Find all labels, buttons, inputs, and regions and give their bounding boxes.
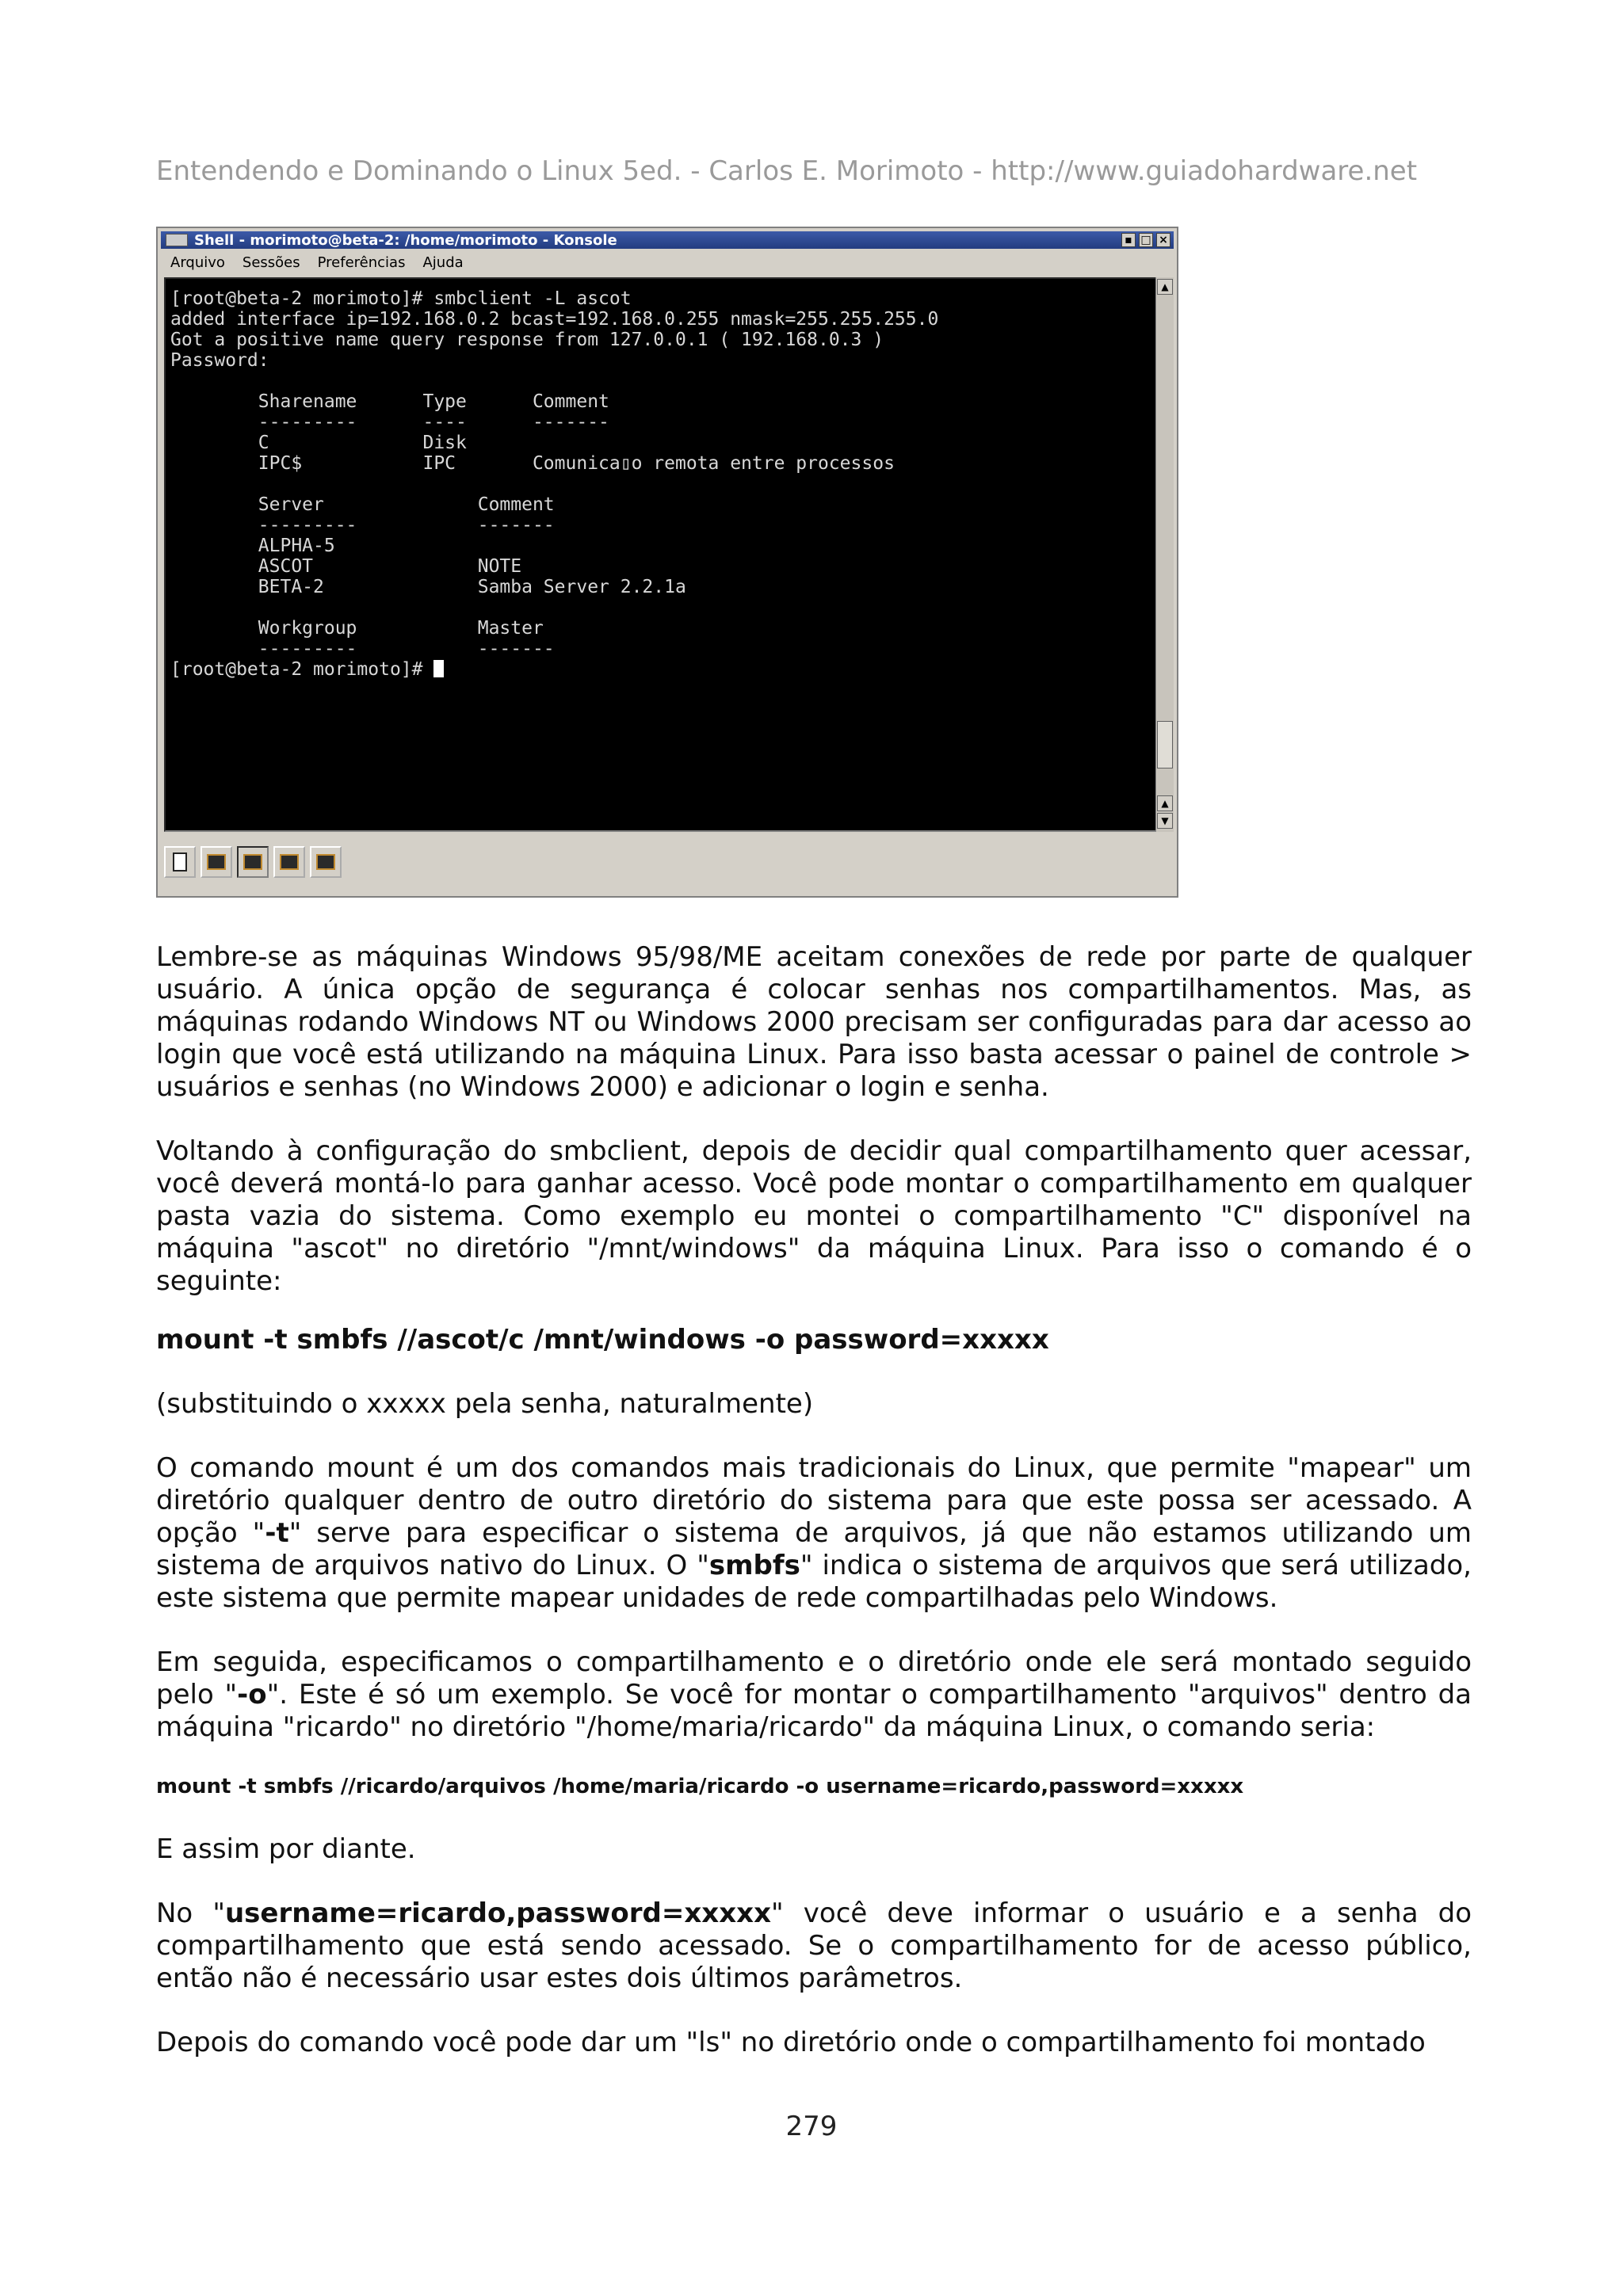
menu-bar xyxy=(161,250,1174,274)
p4-smbfs: smbfs xyxy=(708,1550,800,1581)
page-number: 279 xyxy=(785,2111,838,2142)
window-menu-icon[interactable] xyxy=(166,234,188,246)
terminal-prompt: [root@beta-2 morimoto]# xyxy=(170,659,434,680)
session-tab-2[interactable] xyxy=(237,846,269,878)
paragraph-7 xyxy=(156,1897,1472,1995)
p5-text-a: Em seguida, especificamos o compartilhamento e o diretório onde ele será montado seguido pelo " xyxy=(156,1646,1472,1711)
menu-preferencias[interactable]: Preferências xyxy=(317,254,406,271)
paragraph-1: Lembre-se as máquinas Windows 95/98/ME aceitam conexões de rede por parte de qualquer usuário. A única opção de segurança é colocar senhas nos compartilhamentos. Mas, as máquinas rodando Windows NT ou Windows 2000 precisam ser configuradas para dar acesso ao login que você está utilizando na máquina Linux. Para isso basta acessar o painel de controle > usuários e senhas (no Windows 2000) e adicionar o login e senha. xyxy=(156,941,1472,1103)
terminal-lines xyxy=(170,288,938,659)
konsole-window xyxy=(156,227,1178,898)
paragraph-6: E assim por diante. xyxy=(156,1833,416,1865)
window-titlebar[interactable] xyxy=(161,231,1174,249)
session-tab-1[interactable] xyxy=(200,846,232,878)
new-session-button[interactable] xyxy=(164,846,196,878)
session-tab-4[interactable] xyxy=(310,846,342,878)
p5-option-o: -o xyxy=(237,1679,267,1711)
terminal-line: Server Comment xyxy=(258,494,555,515)
shell-icon xyxy=(280,854,299,870)
terminal-line: Password: xyxy=(170,350,269,371)
terminal-line: --------- ---- ------- xyxy=(258,412,609,433)
scroll-up-icon[interactable]: ▲ xyxy=(1157,279,1173,295)
terminal-line: added interface ip=192.168.0.2 bcast=192.168.0.255 nmask=255.255.255.0 xyxy=(170,309,939,330)
scroll-up-icon-lower[interactable]: ▲ xyxy=(1157,795,1173,811)
paragraph-3: (substituindo o xxxxx pela senha, naturalmente) xyxy=(156,1388,814,1420)
terminal-line: --------- ------- xyxy=(258,639,555,659)
paragraph-2: Voltando à configuração do smbclient, depois de decidir qual compartilhamento quer acessar, você deverá montá-lo para ganhar acesso. Você pode montar o compartilhamento em qualquer pasta vazia do sistema. Como exemplo eu montei o compartilhamento "C" disponível na máquina "ascot" no diretório "/mnt/windows" da máquina Linux. Para isso o comando é o seguinte: xyxy=(156,1135,1472,1297)
terminal-line: Workgroup Master xyxy=(258,618,544,639)
menu-sessoes[interactable]: Sessões xyxy=(242,254,300,271)
scroll-down-icon[interactable]: ▼ xyxy=(1157,813,1173,829)
p5-text-c: ". Este é só um exemplo. Se você for montar o compartilhamento "arquivos" dentro da máquina "ricardo" no diretório "/home/maria/ricardo" da máquina Linux, o comando seria: xyxy=(156,1679,1472,1743)
terminal-output xyxy=(166,279,1158,680)
maximize-icon[interactable]: □ xyxy=(1139,233,1153,247)
terminal-line: [root@beta-2 morimoto]# smbclient -L ascot xyxy=(170,288,632,309)
shell-icon xyxy=(207,854,226,870)
paragraph-5 xyxy=(156,1646,1472,1744)
window-title: Shell - morimoto@beta-2: /home/morimoto - Konsole xyxy=(194,231,617,249)
paragraph-8: Depois do comando você pode dar um "ls" no diretório onde o compartilhamento foi montado xyxy=(156,2027,1426,2058)
text-cursor xyxy=(433,660,444,677)
running-header: Entendendo e Dominando o Linux 5ed. - Carlos E. Morimoto - http://www.guiadohardware.net xyxy=(156,155,1418,187)
p4-option-t: -t xyxy=(265,1517,289,1549)
session-toolbar xyxy=(164,841,1170,883)
p4-text-e: " indica o sistema de arquivos que será utilizado, este sistema que permite mapear unidades de rede compartilhadas pelo Windows. xyxy=(156,1550,1472,1614)
scrollbar-thumb[interactable] xyxy=(1157,721,1173,769)
shell-icon xyxy=(316,854,335,870)
terminal-line: BETA-2 Samba Server 2.2.1a xyxy=(258,577,686,597)
paragraph-4 xyxy=(156,1452,1472,1615)
session-tab-3[interactable] xyxy=(273,846,305,878)
menu-arquivo[interactable]: Arquivo xyxy=(170,254,225,271)
close-icon[interactable]: × xyxy=(1156,233,1170,247)
command-2: mount -t smbfs //ricardo/arquivos /home/maria/ricardo -o username=ricardo,password=xxxxx xyxy=(156,1775,1244,1798)
terminal-line: C Disk xyxy=(258,433,467,453)
terminal-area[interactable] xyxy=(164,277,1159,832)
p7-credentials: username=ricardo,password=xxxxx xyxy=(224,1897,772,1929)
p7-text-a: No " xyxy=(156,1897,225,1929)
terminal-line: Sharename Type Comment xyxy=(258,391,609,412)
minimize-icon[interactable]: ▪ xyxy=(1121,233,1136,247)
vertical-scrollbar[interactable] xyxy=(1155,277,1174,832)
command-1: mount -t smbfs //ascot/c /mnt/windows -o password=xxxxx xyxy=(156,1324,1049,1356)
terminal-line: IPC$ IPC Comunica▯o remota entre processos xyxy=(258,453,895,474)
p4-text-a: O comando mount é um dos comandos mais tradicionais do Linux, que permite "mapear" um diretório qualquer dentro de outro diretório do sistema para que este possa ser acessado. A opção " xyxy=(156,1452,1472,1549)
p4-text-c: " serve para especificar o sistema de arquivos, já que não estamos utilizando um sistema de arquivos nativo do Linux. O " xyxy=(156,1517,1472,1581)
terminal-line: ASCOT NOTE xyxy=(258,556,522,577)
terminal-line: ALPHA-5 xyxy=(258,536,335,556)
terminal-line: Got a positive name query response from 127.0.0.1 ( 192.168.0.3 ) xyxy=(170,330,884,350)
menu-ajuda[interactable]: Ajuda xyxy=(422,254,464,271)
shell-icon xyxy=(243,854,262,870)
new-document-icon xyxy=(173,852,187,871)
p7-text-c: " você deve informar o usuário e a senha do compartilhamento que está sendo acessado. Se o compartilhamento for de acesso público, então não é necessário usar estes dois últimos parâmetros. xyxy=(156,1897,1472,1994)
terminal-line: --------- ------- xyxy=(258,515,555,536)
